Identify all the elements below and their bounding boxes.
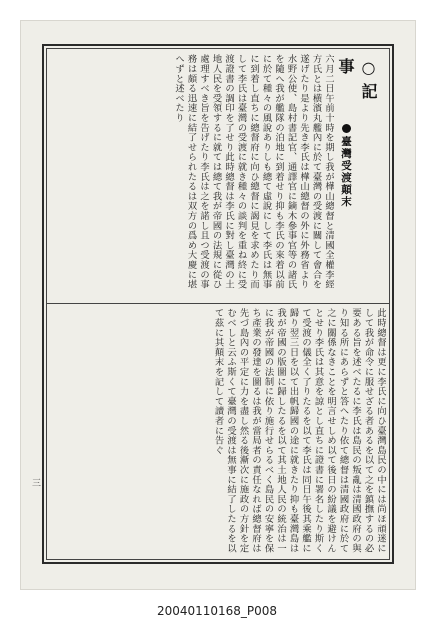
- article-subheading-text: 臺灣受渡顛末: [340, 136, 352, 208]
- article-heading: ○記 事: [336, 58, 378, 127]
- bullet-marker-icon: [342, 124, 351, 133]
- article-body-lower: [52, 308, 386, 556]
- article-body-upper: [52, 54, 334, 298]
- article-text-lower: 此時總督は更に李氏に向ひ臺灣島民の中には尚ほ頑迷にして我が命令に服せざる者あるを以て之を鎮撫するの必要ある旨を述べたるに李氏は島民の叛亂は清國政府の與り知る所にあらずと答へたり依て總督は清國政府に於て之に關係なきことを明言せしめ以て後日の紛議を避けんとせり李氏は其意を諒とし直ちに證書に署名したり斯くて受渡の儀全く了りたるを以て李氏は同日午後其乘艦に歸り翌三日を以て出帆歸國の途に就きたり抑も臺灣島は我が帝國の版圖に歸したるを以て其土地人民の統治は一に我が帝國の法制に依り施行せらるべく島民の安寧を保ち產業の發達を圖るは我が當局者の責任なれば總督府は先づ島內の平定に力を盡し然る後漸次に施政の方針を定むべしと云ふ斯くて臺灣の受渡は無事に結了したるを以て茲に其顛末を記して讀者に告ぐ: [212, 308, 386, 553]
- page-number: 三: [30, 478, 40, 487]
- article-subheading: [338, 124, 354, 234]
- image-caption: 20040110168_P008: [156, 604, 278, 618]
- section-divider: [46, 303, 390, 304]
- article-text-upper: 六月二日午前十時を期し我が樺山總督と清國全權李經方氏とは横濱丸艦內に於て臺灣の受渡に關して會合を遂げたり是より先き李氏は樺山總督の外に外務省より水野公使、島村書記官、通譯官に鏑木參事官等の諸氏を隨へ我が艦隊の泊地に到着せり抑も李氏の來着以前に於て種々の風說ありしも總て虛說にして李氏は無事に到着し直ちに總督府に向ひ總督に謁見を求めたり而して李氏は臺灣の受渡に就き種々の談判を重ね終に受渡證書の調印を了せり此時總督は李氏に對し臺灣の土地人民を受領するに就ては總て我が帝國の法規に從ひ處理すべき旨を告げたり李氏は之を諾し且つ受渡の事務は頗る迅速に結了せられたるは双方の爲め大慶に堪へずと述べたり: [173, 54, 334, 290]
